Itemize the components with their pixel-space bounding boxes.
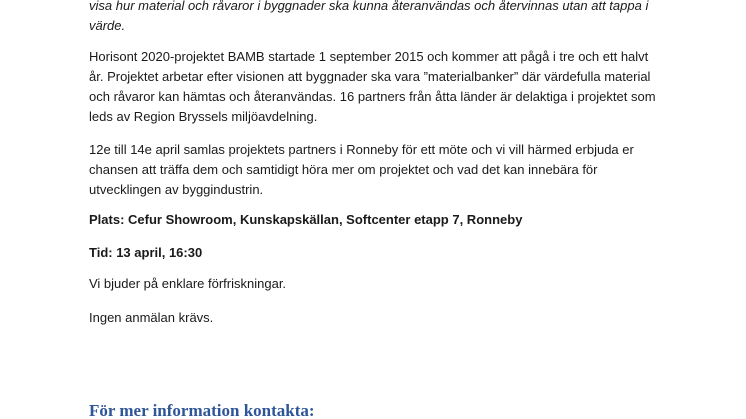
- paragraph-line: år. Projektet arbetar efter visionen att byggnader ska vara ”materialbanker” där värdefulla material: [89, 69, 651, 84]
- intro-line: visa hur material och råvaror i byggnader ska kunna återanvändas och återvinnas utan att tappa i: [89, 0, 649, 13]
- paragraph-line: leds av Region Bryssels miljöavdelning.: [89, 109, 318, 124]
- paragraph-line: Horisont 2020-projektet BAMB startade 1 september 2015 och kommer att pågå i tre och ett halvt: [89, 49, 649, 64]
- event-time: Tid: 13 april, 16:30: [89, 245, 203, 260]
- paragraph-line: och råvaror kan hämtas och återanvändas. 16 partners från åtta länder är delaktiga i projektet som: [89, 89, 656, 104]
- event-place: Plats: Cefur Showroom, Kunskapskällan, Softcenter etapp 7, Ronneby: [89, 212, 523, 227]
- paragraph-line: utvecklingen av byggindustrin.: [89, 182, 264, 197]
- refreshments-note: Vi bjuder på enklare förfriskningar.: [89, 276, 287, 291]
- intro-paragraph: [89, 0, 649, 36]
- intro-line: värde.: [89, 18, 126, 33]
- paragraph-line: chansen att träffa dem och samtidigt höra mer om projektet och vad det kan innebära för: [89, 162, 598, 177]
- paragraph-line: 12e till 14e april samlas projektets partners i Ronneby för ett möte och vi vill härmed erbjuda er: [89, 142, 634, 157]
- registration-note: Ingen anmälan krävs.: [89, 310, 214, 325]
- contact-heading: För mer information kontakta:: [89, 401, 315, 419]
- project-description-paragraph: [89, 47, 656, 127]
- meeting-invitation-paragraph: [89, 140, 649, 200]
